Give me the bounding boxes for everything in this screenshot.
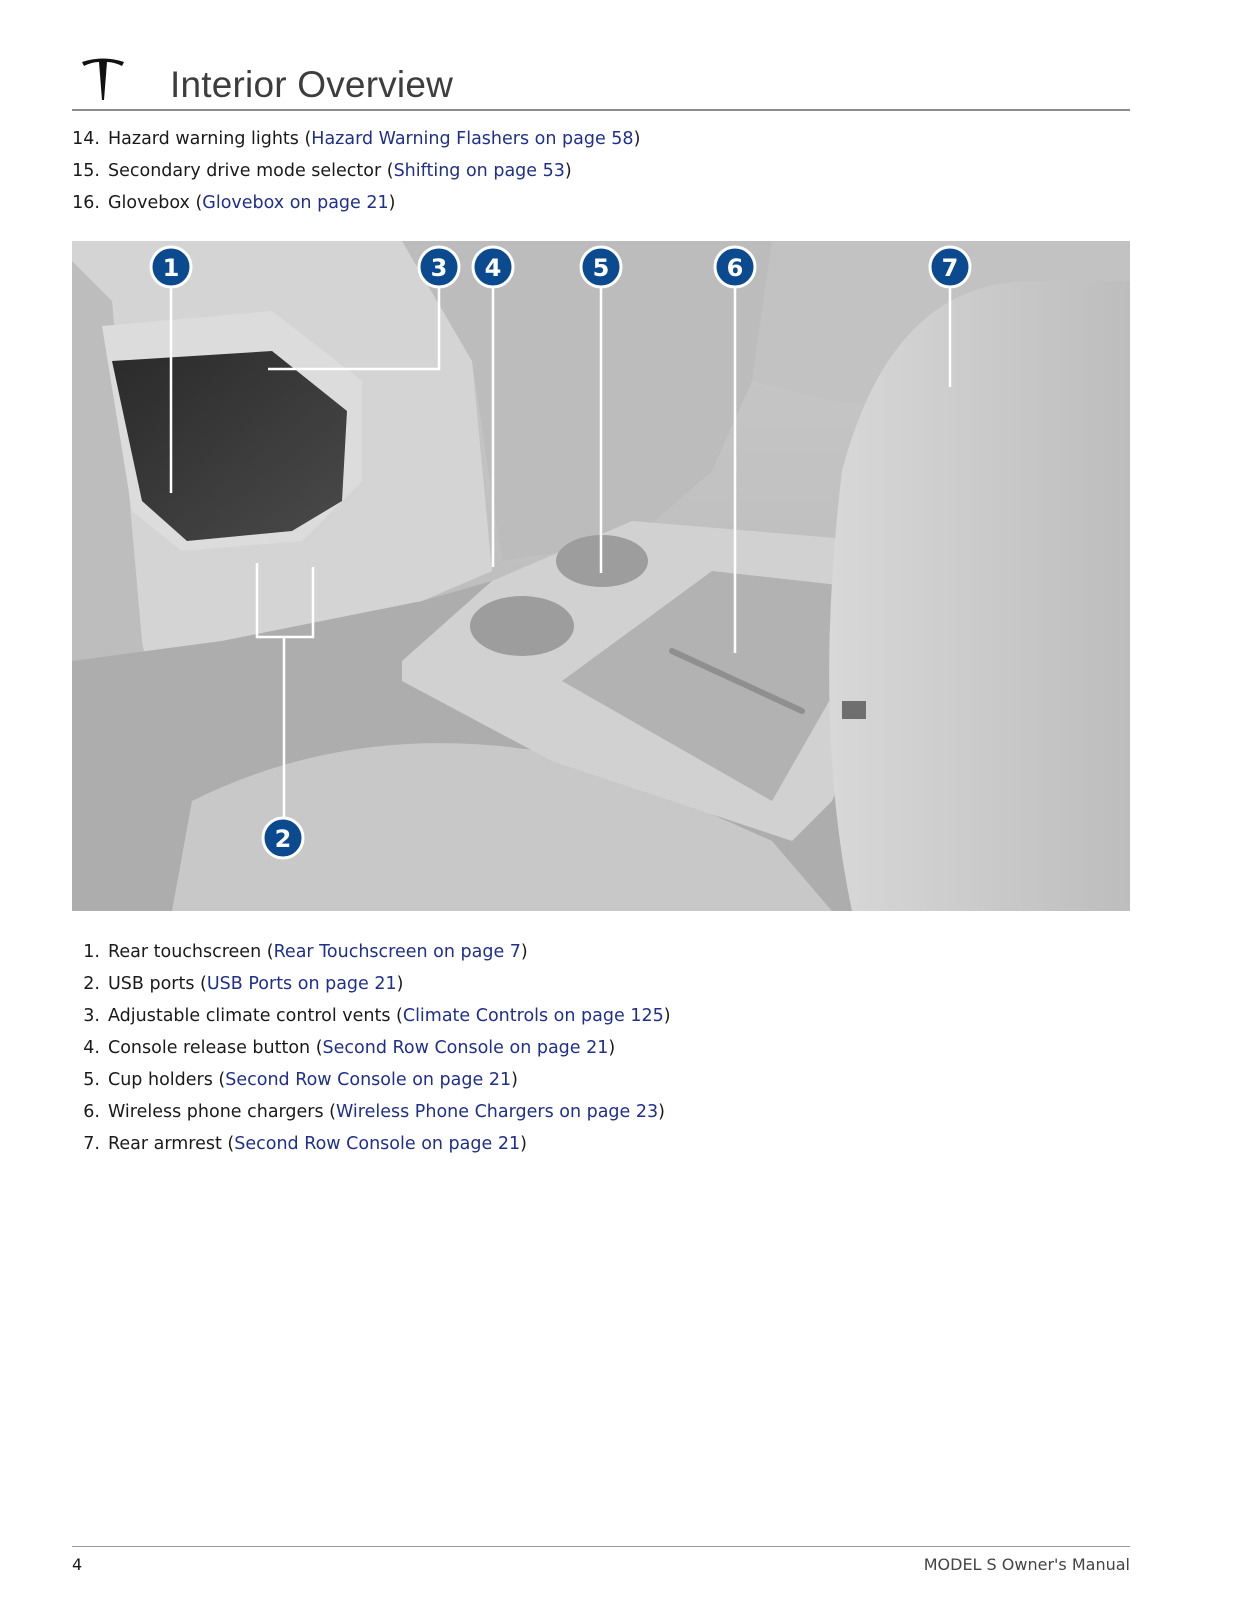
item-text: Glovebox ( bbox=[108, 193, 203, 213]
legend-list bbox=[72, 940, 671, 1164]
list-item bbox=[72, 191, 640, 223]
callout-marker-5 bbox=[581, 247, 621, 287]
item-close: ) bbox=[658, 1102, 665, 1122]
page-reference-link[interactable]: Second Row Console on page 21 bbox=[322, 1038, 609, 1058]
page-number: 4 bbox=[72, 1555, 83, 1574]
item-number: 5. bbox=[83, 1070, 100, 1090]
callout-label: 1 bbox=[162, 254, 180, 282]
page-reference-link[interactable]: Glovebox on page 21 bbox=[202, 193, 389, 213]
footer-rule bbox=[72, 1546, 1130, 1547]
page-reference-link[interactable]: Second Row Console on page 21 bbox=[234, 1134, 521, 1154]
list-item bbox=[72, 1132, 671, 1164]
callout-label: 4 bbox=[484, 254, 502, 282]
list-item bbox=[72, 1036, 671, 1068]
item-close: ) bbox=[396, 974, 404, 994]
callout-label: 6 bbox=[726, 254, 744, 282]
page-reference-link[interactable]: Hazard Warning Flashers on page 58 bbox=[311, 129, 634, 149]
page-reference-link[interactable]: Wireless Phone Chargers on page 23 bbox=[336, 1102, 659, 1122]
item-text: Rear touchscreen ( bbox=[108, 942, 274, 962]
callout-label: 7 bbox=[941, 254, 959, 282]
item-text: Adjustable climate control vents ( bbox=[108, 1006, 403, 1026]
item-number: 3. bbox=[83, 1006, 100, 1026]
item-text: Hazard warning lights ( bbox=[108, 129, 312, 149]
list-item bbox=[72, 1100, 671, 1132]
top-item-list bbox=[72, 127, 640, 223]
item-close: ) bbox=[520, 942, 528, 962]
item-number: 16. bbox=[72, 193, 100, 213]
item-number: 14. bbox=[72, 129, 100, 149]
item-close: ) bbox=[608, 1038, 616, 1058]
page-reference-link[interactable]: Shifting on page 53 bbox=[393, 161, 565, 181]
callout-label: 5 bbox=[592, 254, 610, 282]
item-close: ) bbox=[633, 129, 641, 149]
callout-marker-3 bbox=[419, 247, 459, 287]
page-reference-link[interactable]: Rear Touchscreen on page 7 bbox=[273, 942, 521, 962]
callout-marker-4 bbox=[473, 247, 513, 287]
list-item bbox=[72, 972, 671, 1004]
item-text: Cup holders ( bbox=[108, 1070, 226, 1090]
page-reference-link[interactable]: Climate Controls on page 125 bbox=[402, 1006, 664, 1026]
interior-photo bbox=[72, 241, 1130, 911]
item-number: 4. bbox=[83, 1038, 100, 1058]
item-number: 6. bbox=[83, 1102, 100, 1122]
item-text: USB ports ( bbox=[108, 974, 207, 994]
list-item bbox=[72, 159, 640, 191]
callout-label: 2 bbox=[274, 825, 292, 853]
page-reference-link[interactable]: USB Ports on page 21 bbox=[206, 974, 397, 994]
list-item bbox=[72, 1068, 671, 1100]
item-number: 7. bbox=[83, 1134, 100, 1154]
item-close: ) bbox=[564, 161, 572, 181]
item-close: ) bbox=[663, 1006, 671, 1026]
item-close: ) bbox=[511, 1070, 518, 1090]
item-text: Rear armrest ( bbox=[108, 1134, 235, 1154]
header-rule bbox=[72, 109, 1130, 111]
item-text: Secondary drive mode selector ( bbox=[108, 161, 394, 181]
item-number: 2. bbox=[83, 974, 100, 994]
callout-label: 3 bbox=[430, 254, 448, 282]
item-close: ) bbox=[520, 1134, 527, 1154]
item-number: 15. bbox=[72, 161, 100, 181]
callout-marker-1 bbox=[151, 247, 191, 287]
manual-title: MODEL S Owner's Manual bbox=[923, 1555, 1130, 1574]
callout-marker-2 bbox=[263, 818, 303, 858]
callout-marker-6 bbox=[715, 247, 755, 287]
item-text: Wireless phone chargers ( bbox=[108, 1102, 337, 1122]
list-item bbox=[72, 1004, 671, 1036]
page-title: Interior Overview bbox=[170, 64, 454, 105]
item-close: ) bbox=[388, 193, 396, 213]
list-item bbox=[72, 940, 671, 972]
callout-marker-7 bbox=[930, 247, 970, 287]
list-item bbox=[72, 127, 640, 159]
page-reference-link[interactable]: Second Row Console on page 21 bbox=[225, 1070, 512, 1090]
item-text: Console release button ( bbox=[108, 1038, 323, 1058]
tesla-logo-icon bbox=[80, 56, 126, 102]
item-number: 1. bbox=[83, 942, 100, 962]
